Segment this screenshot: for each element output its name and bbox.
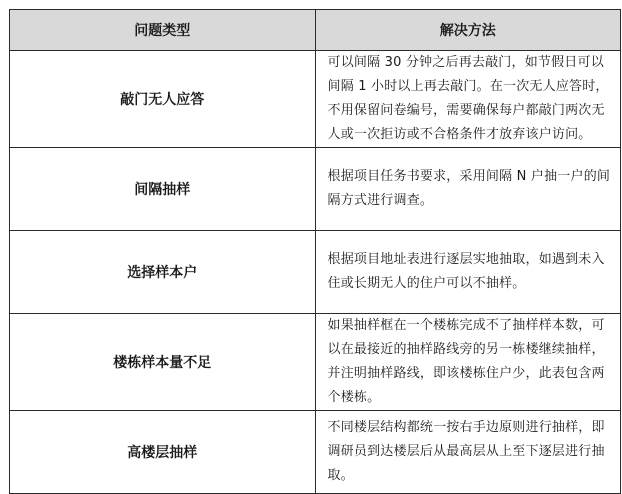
- table-header-row: [10, 10, 621, 51]
- table-row: [10, 411, 621, 494]
- problem-type-cell: 楼栋样本量不足: [10, 314, 316, 411]
- header-solution-method: 解决方法: [315, 10, 621, 51]
- solution-method-cell: 可以间隔 30 分钟之后再去敲门，如节假日可以间隔 1 小时以上再去敲门。在一次无人应答时，不用保留问卷编号，需要确保每户都敲门两次无人或一次拒访或不合格条件才放弃该户访问。: [315, 51, 621, 148]
- problem-type-cell: 高楼层抽样: [10, 411, 316, 494]
- table-row: [10, 51, 621, 148]
- solution-method-cell: 如果抽样框在一个楼栋完成不了抽样样本数，可以在最接近的抽样路线旁的另一栋楼继续抽样，并注明抽样路线，即该楼栋住户少，此表包含两个楼栋。: [315, 314, 621, 411]
- table-row: [10, 148, 621, 231]
- problem-type-cell: 选择样本户: [10, 231, 316, 314]
- table-row: [10, 314, 621, 411]
- header-problem-type: 问题类型: [10, 10, 316, 51]
- solutions-table: [9, 9, 621, 494]
- solution-method-cell: 根据项目地址表进行逐层实地抽取，如遇到未入住或长期无人的住户可以不抽样。: [315, 231, 621, 314]
- problem-type-cell: 间隔抽样: [10, 148, 316, 231]
- solution-method-cell: 不同楼层结构都统一按右手边原则进行抽样，即调研员到达楼层后从最高层从上至下逐层进行抽取。: [315, 411, 621, 494]
- solution-method-cell: 根据项目任务书要求，采用间隔 N 户抽一户的间隔方式进行调查。: [315, 148, 621, 231]
- problem-type-cell: 敲门无人应答: [10, 51, 316, 148]
- table-row: [10, 231, 621, 314]
